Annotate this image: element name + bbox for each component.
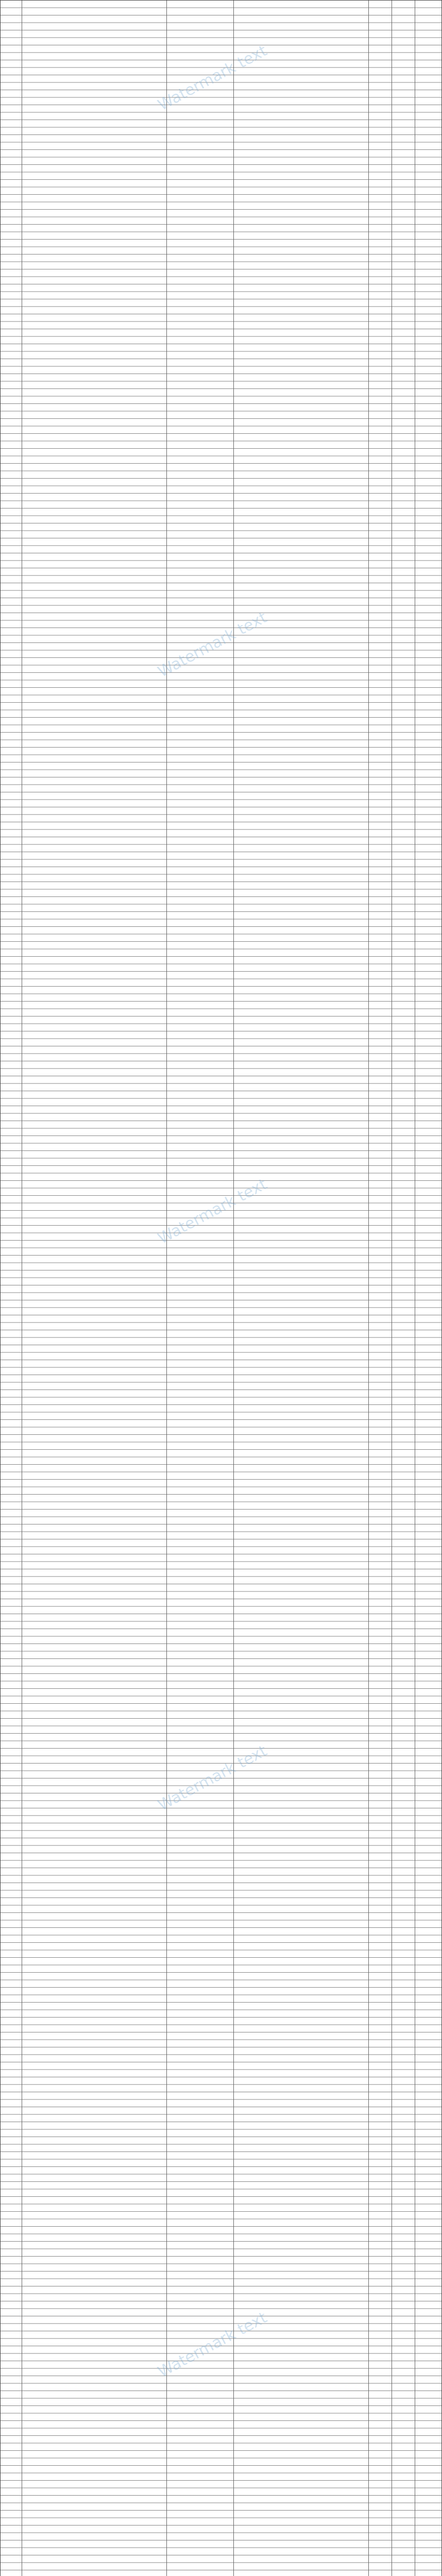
watermark: Watermark text	[155, 1175, 270, 1248]
watermark: Watermark text	[155, 2309, 270, 2381]
watermark: Watermark text	[155, 608, 270, 681]
watermark: Watermark text	[155, 1742, 270, 1815]
watermark: Watermark text	[155, 42, 270, 114]
